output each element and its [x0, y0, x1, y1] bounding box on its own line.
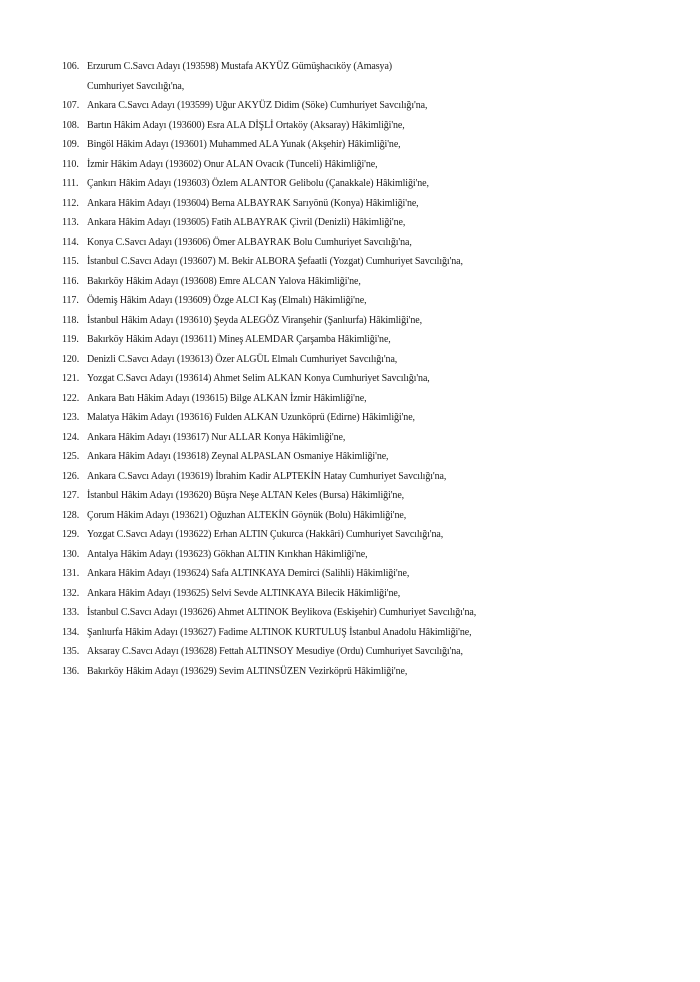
item-text: Ankara Hâkim Adayı (193625) Selvi Sevde ALTINKAYA Bilecik Hâkimliği'ne, — [87, 587, 401, 599]
list-item — [62, 350, 662, 370]
item-text: Bakırköy Hâkim Adayı (193629) Sevim ALTINSÜZEN Vezirköprü Hâkimliği'ne, — [87, 665, 408, 677]
item-text: Çankırı Hâkim Adayı (193603) Özlem ALANTOR Gelibolu (Çanakkale) Hâkimliği'ne, — [87, 178, 429, 189]
item-number: 127. — [62, 490, 80, 501]
item-text: Bakırköy Hâkim Adayı (193611) Mineş ALEMDAR Çarşamba Hâkimliği'ne, — [87, 334, 391, 345]
list-item — [62, 408, 662, 428]
item-number: 109. — [62, 139, 80, 150]
item-number: 108. — [62, 119, 80, 131]
item-number: 134. — [62, 626, 80, 638]
list-item — [62, 155, 662, 175]
item-text: İstanbul Hâkim Adayı (193610) Şeyda ALEGÖZ Viranşehir (Şanlıurfa) Hâkimliği'ne, — [87, 314, 422, 326]
list-item — [62, 525, 662, 545]
item-number: 120. — [62, 353, 80, 365]
list-item — [62, 467, 662, 487]
item-text: Bakırköy Hâkim Adayı (193608) Emre ALCAN Yalova Hâkimliği'ne, — [87, 275, 361, 287]
list-item — [62, 584, 662, 604]
list-item — [62, 330, 662, 350]
item-text: İzmir Hâkim Adayı (193602) Onur ALAN Ovacık (Tunceli) Hâkimliği'ne, — [87, 158, 378, 170]
item-text: Erzurum C.Savcı Adayı (193598) Mustafa AKYÜZ Gümüşhacıköy (Amasya) Cumhuriyet Savcılığı'na, — [87, 61, 393, 92]
item-text: Ankara Hâkim Adayı (193605) Fatih ALBAYRAK Çivril (Denizli) Hâkimliği'ne, — [87, 217, 406, 228]
list-item — [62, 545, 662, 565]
item-text: Yozgat C.Savcı Adayı (193622) Erhan ALTIN Çukurca (Hakkâri) Cumhuriyet Savcılığı'na, — [87, 529, 444, 540]
list-item — [62, 428, 662, 448]
item-number: 128. — [62, 509, 80, 521]
item-text: Ödemiş Hâkim Adayı (193609) Özge ALCI Kaş (Elmalı) Hâkimliği'ne, — [87, 295, 367, 306]
item-number: 117. — [62, 295, 79, 306]
list-item — [62, 486, 662, 506]
item-number: 125. — [62, 451, 80, 462]
item-number: 124. — [62, 431, 80, 443]
item-text: Ankara Hâkim Adayı (193618) Zeynal ALPASLAN Osmaniye Hâkimliği'ne, — [87, 451, 389, 462]
item-text: İstanbul C.Savcı Adayı (193607) M. Bekir ALBORA Şefaatli (Yozgat) Cumhuriyet Savcılığı'na, — [87, 256, 463, 267]
item-number: 118. — [62, 314, 79, 326]
list-item — [62, 291, 662, 311]
item-text: Çorum Hâkim Adayı (193621) Oğuzhan ALTEKİN Göynük (Bolu) Hâkimliği'ne, — [87, 509, 407, 521]
item-number: 126. — [62, 470, 80, 482]
item-number: 133. — [62, 607, 80, 618]
item-text: Denizli C.Savcı Adayı (193613) Özer ALGÜL Elmalı Cumhuriyet Savcılığı'na, — [87, 353, 398, 365]
item-text: İstanbul C.Savcı Adayı (193626) Ahmet ALTINOK Beylikova (Eskişehir) Cumhuriyet Savcılığı'na, — [87, 607, 477, 618]
item-number: 119. — [62, 334, 79, 345]
item-number: 129. — [62, 529, 80, 540]
list-item — [62, 623, 662, 643]
list-item — [62, 564, 662, 584]
item-number: 135. — [62, 646, 80, 657]
item-number: 106. — [62, 61, 80, 72]
item-number: 121. — [62, 373, 80, 384]
item-number: 115. — [62, 256, 79, 267]
list-item — [62, 135, 662, 155]
list-item — [62, 174, 662, 194]
item-text: Ankara C.Savcı Adayı (193619) İbrahim Kadir ALPTEKİN Hatay Cumhuriyet Savcılığı'na, — [87, 470, 447, 482]
item-number: 114. — [62, 236, 79, 248]
item-number: 130. — [62, 548, 80, 560]
list-item — [62, 662, 662, 682]
item-text: Ankara Hâkim Adayı (193617) Nur ALLAR Konya Hâkimliği'ne, — [87, 431, 346, 443]
list-item — [62, 447, 662, 467]
list-item — [62, 311, 662, 331]
list-item — [62, 233, 662, 253]
list-item — [62, 57, 662, 96]
item-number: 116. — [62, 275, 79, 287]
item-text: Yozgat C.Savcı Adayı (193614) Ahmet Selim ALKAN Konya Cumhuriyet Savcılığı'na, — [87, 373, 430, 384]
list-item — [62, 389, 662, 409]
item-number: 131. — [62, 568, 80, 579]
list-item — [62, 213, 662, 233]
list-item — [62, 194, 662, 214]
item-text: Antalya Hâkim Adayı (193623) Gökhan ALTIN Kırıkhan Hâkimliği'ne, — [87, 548, 368, 560]
item-text: Şanlıurfa Hâkim Adayı (193627) Fadime ALTINOK KURTULUŞ İstanbul Anadolu Hâkimliği'ne, — [87, 626, 472, 638]
item-text: Malatya Hâkim Adayı (193616) Fulden ALKAN Uzunköprü (Edirne) Hâkimliği'ne, — [87, 412, 415, 423]
item-number: 110. — [62, 158, 79, 170]
appointment-list — [62, 57, 662, 681]
list-item — [62, 642, 662, 662]
item-text: Aksaray C.Savcı Adayı (193628) Fettah ALTINSOY Mesudiye (Ordu) Cumhuriyet Savcılığı'na, — [87, 646, 463, 657]
list-item — [62, 272, 662, 292]
item-number: 132. — [62, 587, 80, 599]
item-number: 111. — [62, 178, 79, 189]
item-number: 122. — [62, 392, 80, 404]
item-number: 136. — [62, 665, 80, 677]
item-number: 107. — [62, 100, 80, 111]
item-number: 113. — [62, 217, 79, 228]
item-text: Ankara Hâkim Adayı (193624) Safa ALTINKAYA Demirci (Salihli) Hâkimliği'ne, — [87, 568, 410, 579]
item-text: Bingöl Hâkim Adayı (193601) Muhammed ALA Yunak (Akşehir) Hâkimliği'ne, — [87, 139, 401, 150]
list-item — [62, 96, 662, 116]
list-item — [62, 603, 662, 623]
item-number: 123. — [62, 412, 80, 423]
item-text: Ankara C.Savcı Adayı (193599) Uğur AKYÜZ Didim (Söke) Cumhuriyet Savcılığı'na, — [87, 100, 428, 111]
list-item — [62, 369, 662, 389]
item-text: Konya C.Savcı Adayı (193606) Ömer ALBAYRAK Bolu Cumhuriyet Savcılığı'na, — [87, 236, 412, 248]
list-item — [62, 506, 662, 526]
item-text: Ankara Batı Hâkim Adayı (193615) Bilge ALKAN İzmir Hâkimliği'ne, — [87, 392, 367, 404]
item-text: Bartın Hâkim Adayı (193600) Esra ALA DİŞLİ Ortaköy (Aksaray) Hâkimliği'ne, — [87, 119, 405, 131]
item-text: Ankara Hâkim Adayı (193604) Berna ALBAYRAK Sarıyönü (Konya) Hâkimliği'ne, — [87, 197, 419, 209]
list-item — [62, 116, 662, 136]
item-text: İstanbul Hâkim Adayı (193620) Büşra Neşe ALTAN Keles (Bursa) Hâkimliği'ne, — [87, 490, 405, 501]
list-item — [62, 252, 662, 272]
item-number: 112. — [62, 197, 79, 209]
